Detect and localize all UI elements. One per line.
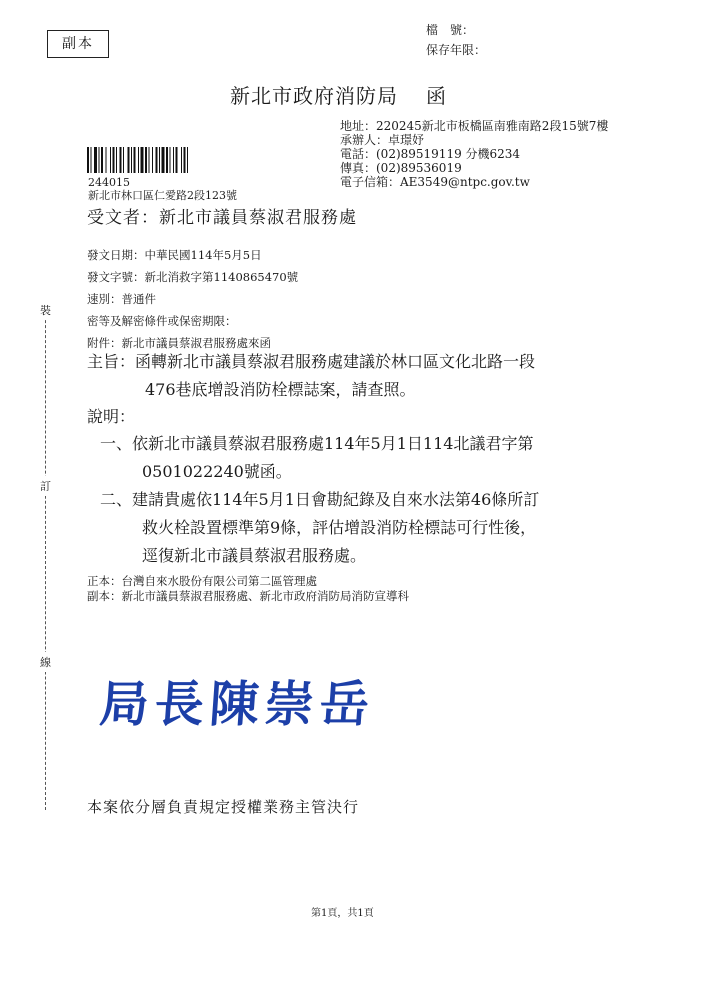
copy-recipients: 副本：新北市議員蔡淑君服務處、新北市政府消防局消防宣導科 [87,589,409,603]
recipient-mailing [88,176,237,202]
original-recipient: 正本：台灣自來水股份有限公司第二區管理處 [87,574,317,588]
contact-fax: 傳真：(02)89536019 [340,161,462,175]
document-title [230,80,447,109]
binding-mark-xian: 線 [40,652,51,672]
binding-mark-zhuang: 裝 [40,300,51,320]
postcode: 244015 [88,176,130,189]
contact-email: 電子信箱：AE3549@ntpc.gov.tw [340,175,530,189]
agency-name: 新北市政府消防局 [230,84,398,108]
item-1-line-2: 0501022240號函。 [142,462,292,481]
contact-address: 地址：220245新北市板橋區南雅南路2段15號7樓 [340,119,609,133]
attachment: 附件：新北市議員蔡淑君服務處來函 [87,336,271,350]
document-type: 函 [426,84,447,108]
binding-line [45,300,46,810]
retention-period-label: 保存年限： [426,43,487,57]
archive-info [426,20,486,60]
subject-line-1: 主旨：函轉新北市議員蔡淑君服務處建議於林口區文化北路一段 [87,352,536,371]
issue-date: 發文日期：中華民國114年5月5日 [87,248,262,262]
document-meta [87,244,298,354]
item-2-line-2: 救火栓設置標準第9條，評估增設消防栓標誌可行性後， [142,518,537,537]
explanation-label: 說明： [87,407,136,426]
item-1-line-1: 一、依新北市議員蔡淑君服務處114年5月1日114北議君字第 [100,434,534,453]
recipient-address: 新北市林口區仁愛路2段123號 [88,189,237,202]
subject-line-2: 476巷底增設消防栓標誌案，請查照。 [145,380,416,399]
page-number: 第1頁，共1頁 [311,908,374,919]
subject [87,348,535,404]
binding-mark-ding: 訂 [40,476,51,496]
contact-block [340,119,608,189]
document-number: 發文字號：新北消救字第1140865470號 [87,270,299,284]
barcode [87,147,243,173]
authorization-note: 本案依分層負責規定授權業務主管決行 [87,798,360,816]
speed-class: 速別：普通件 [87,292,156,306]
explanation-items [100,430,539,570]
director-signature-stamp: 局長陳崇岳 [97,676,377,733]
recipient-line: 受文者：新北市議員蔡淑君服務處 [87,208,357,228]
item-2-line-3: 逕復新北市議員蔡淑君服務處。 [142,546,367,565]
item-2-line-1: 二、建請貴處依114年5月1日會勘紀錄及自來水法第46條所訂 [100,490,540,509]
contact-handler: 承辦人：卓璟妤 [340,133,425,147]
distribution-list [87,574,409,604]
file-number-label: 檔 號： [426,23,475,37]
contact-phone: 電話：(02)89519119 分機6234 [340,147,521,161]
secrecy-level: 密等及解密條件或保密期限： [87,314,237,328]
copy-stamp: 副本 [47,30,109,58]
